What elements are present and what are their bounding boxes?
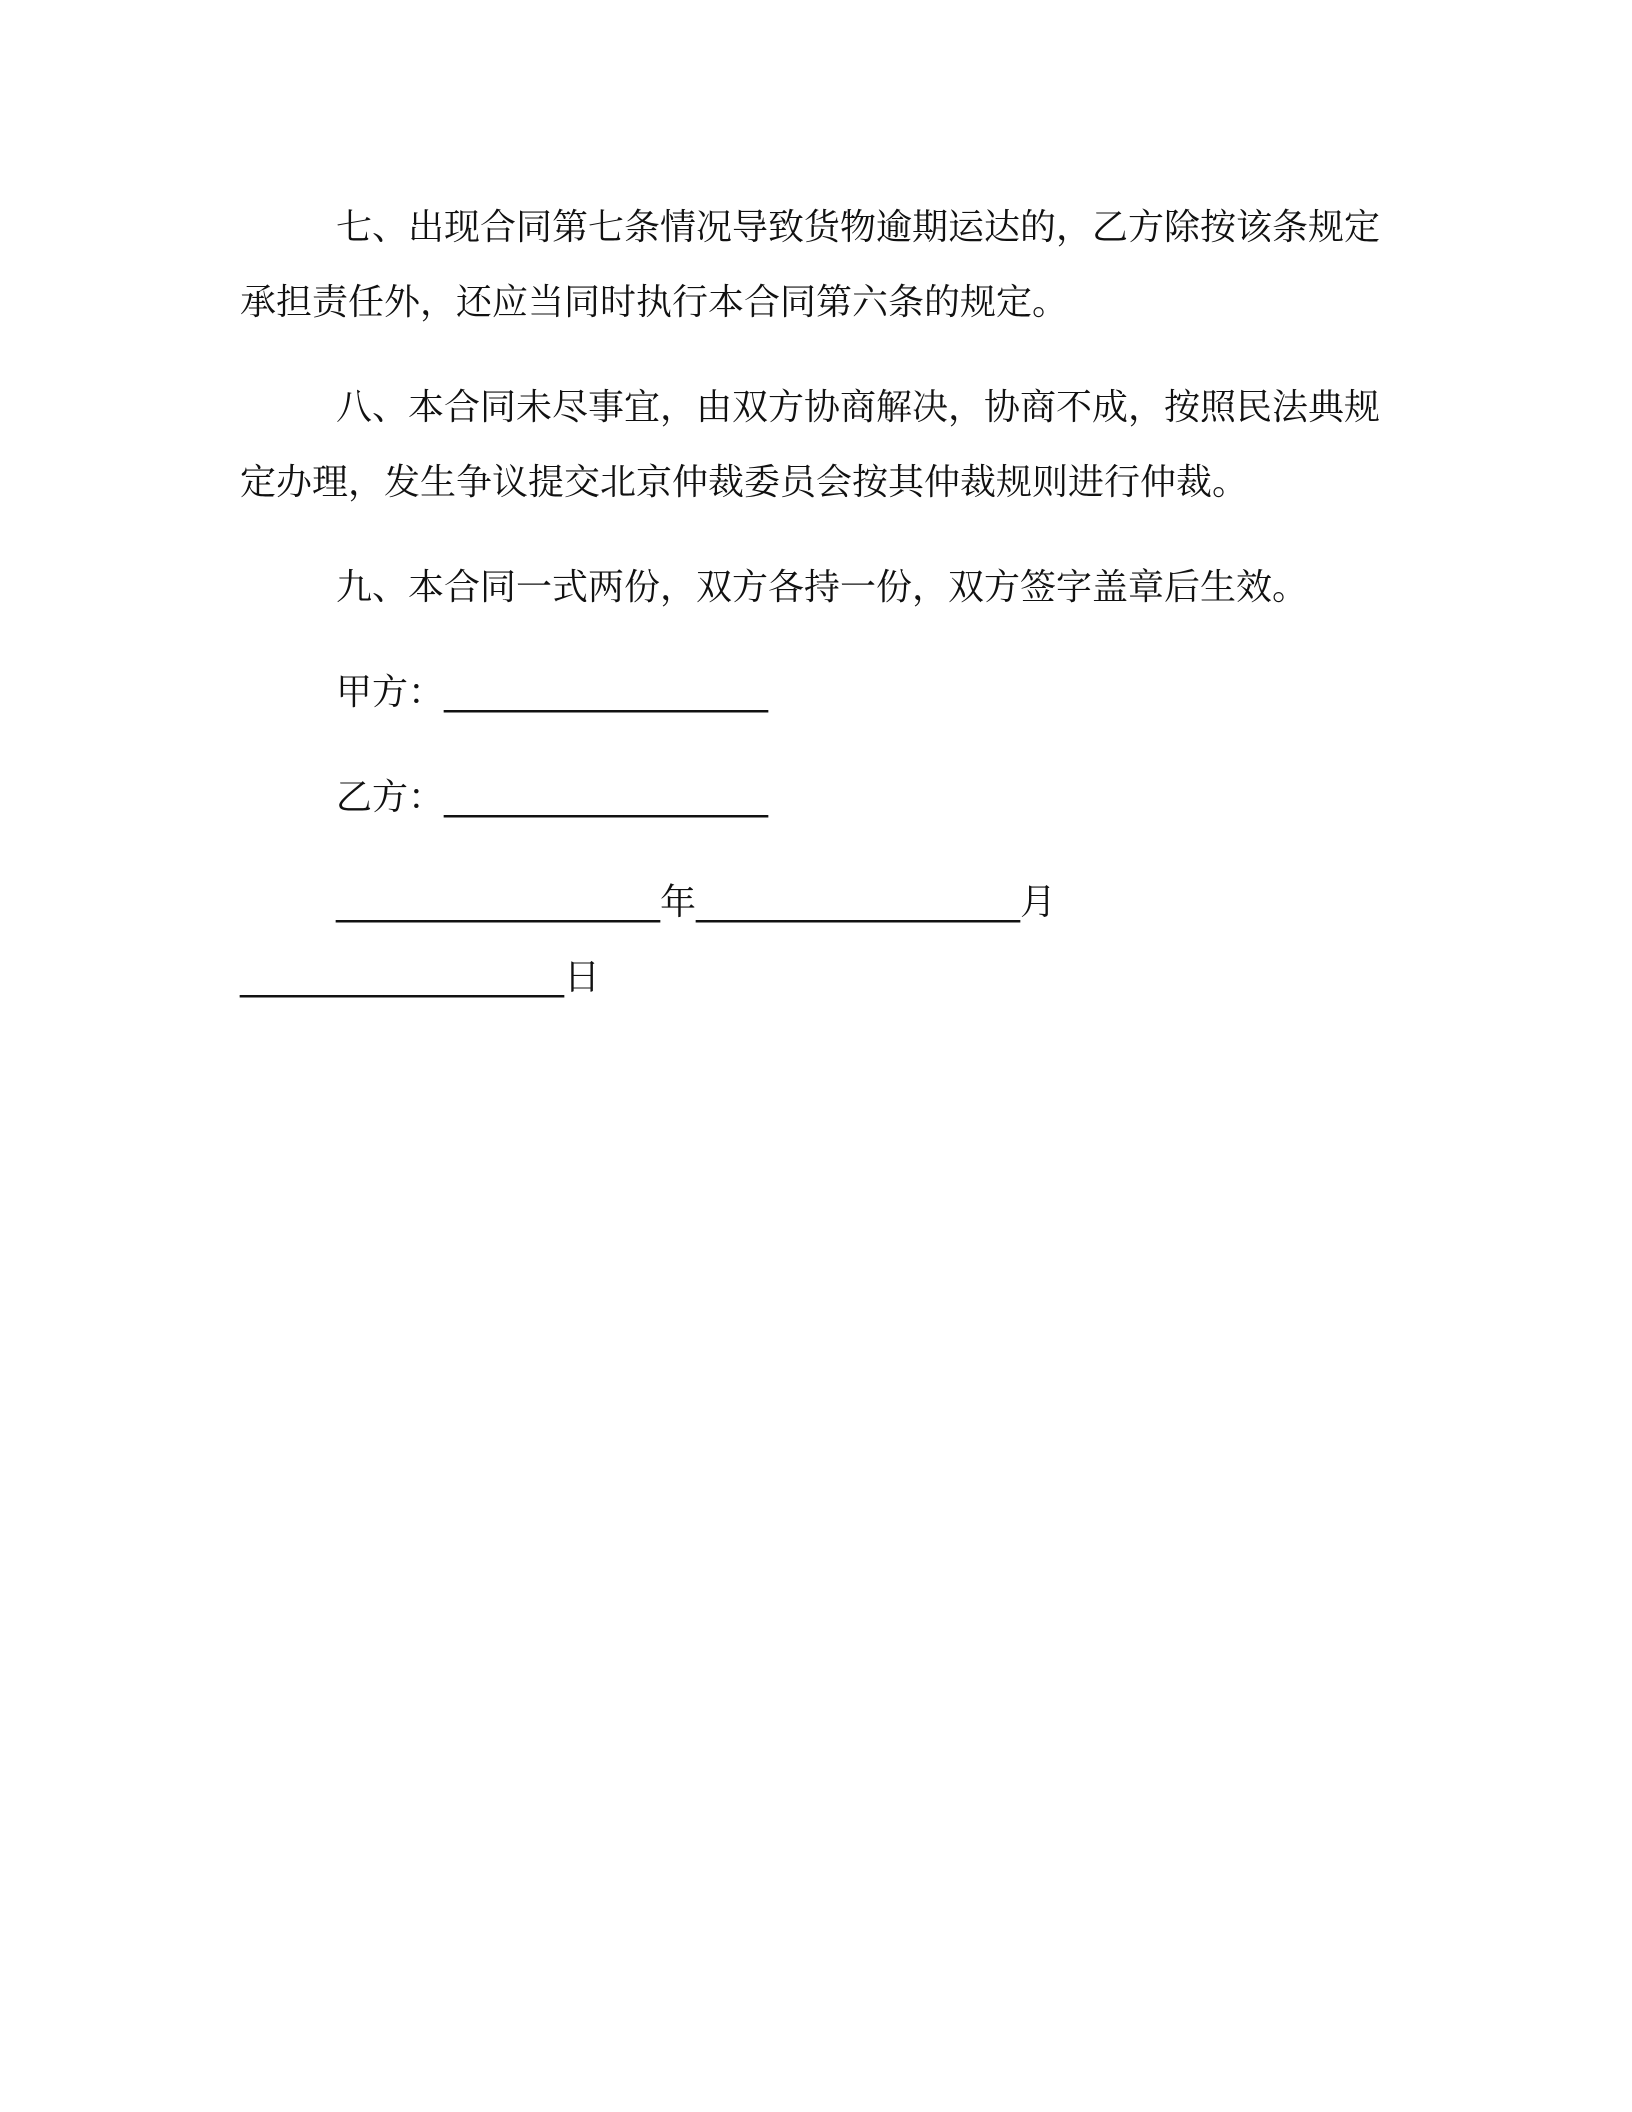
document-body — [240, 190, 1390, 1015]
date-line: __________________年__________________月__________________日 — [240, 882, 1056, 998]
party-b-signature: 乙方：__________________ — [336, 777, 769, 818]
party-a-signature: 甲方：__________________ — [336, 672, 769, 713]
clause-7: 七、出现合同第七条情况导致货物逾期运达的，乙方除按该条规定承担责任外，还应当同时执行本合同第六条的规定。 — [240, 207, 1381, 323]
clause-8: 八、本合同未尽事宜，由双方协商解决，协商不成，按照民法典规定办理，发生争议提交北京仲裁委员会按其仲裁规则进行仲裁。 — [240, 387, 1381, 503]
clause-9: 九、本合同一式两份，双方各持一份，双方签字盖章后生效。 — [336, 567, 1309, 608]
